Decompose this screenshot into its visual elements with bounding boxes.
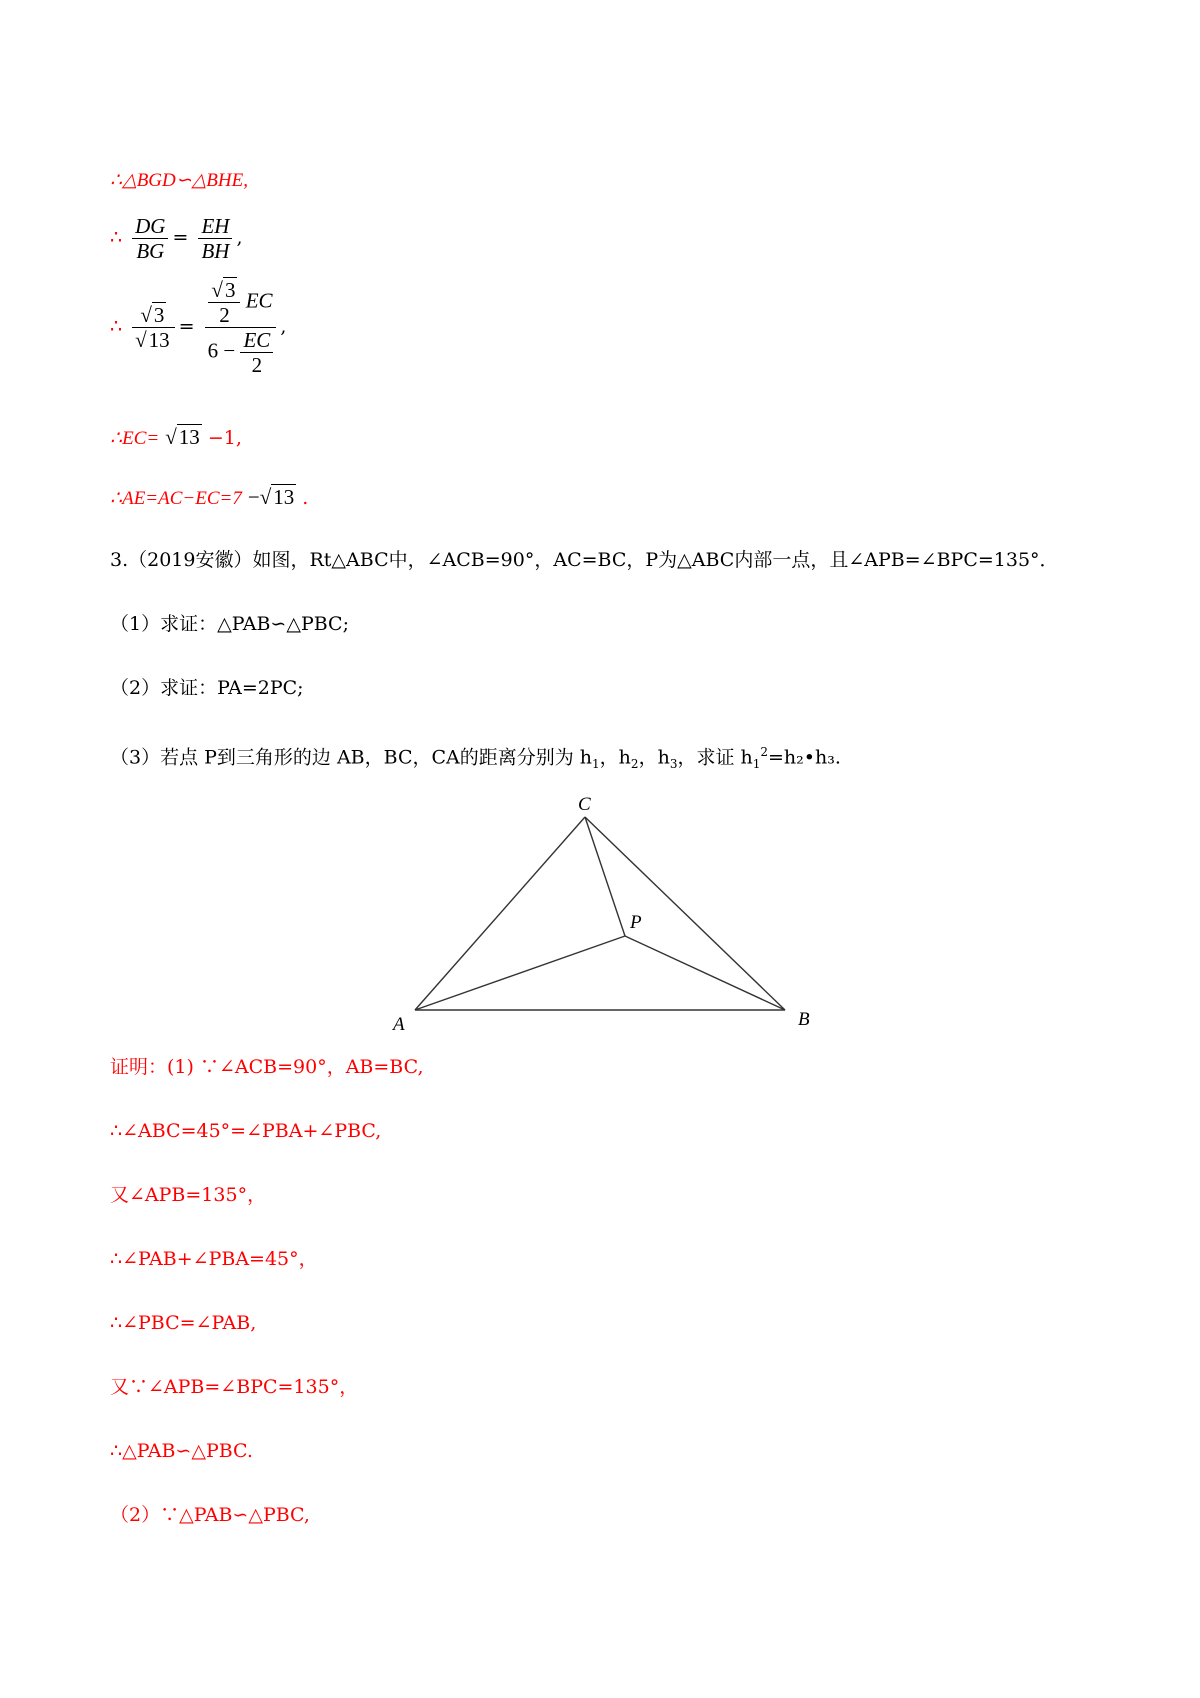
proof-line-1: 证明：(1) ∵∠ACB=90°，AB=BC, xyxy=(110,1056,424,1078)
problem-question-2: （2）求证：PA=2PC; xyxy=(110,677,304,699)
solution-line-ae-value: ∴AE=AC−EC=7 −√13 . xyxy=(110,485,309,509)
solution-line-substitution: ∴ $\frac{√3}{√13}$ = $\frac{√3}{2}$ EC 6 − $\frac{EC}{2}$ , xyxy=(110,278,287,377)
segment-ap xyxy=(415,936,625,1010)
fraction-complex: $\frac{√3}{2}$ EC 6 − $\frac{EC}{2}$ xyxy=(205,278,277,377)
fraction-sqrt3-sqrt13: $\frac{√3}{√13}$ xyxy=(132,303,175,352)
solution-line-ec-value: ∴EC= √13 −1, xyxy=(110,425,242,449)
proof-line-5: ∴∠PBC=∠PAB, xyxy=(110,1312,257,1334)
label-b: B xyxy=(798,1009,810,1030)
triangle-figure xyxy=(390,790,830,1040)
segment-cb xyxy=(585,817,785,1010)
segment-pb xyxy=(625,936,785,1010)
segment-cp xyxy=(585,817,625,936)
problem-title: 3.（2019安徽）如图，Rt△ABC中，∠ACB=90°，AC=BC，P为△ABC内部一点，且∠APB=∠BPC=135°． xyxy=(110,549,1059,571)
fraction-eh-bh: $\frac{EH}{BH}$ xyxy=(198,214,232,263)
problem-question-3: （3）若点 P到三角形的边 AB，BC，CA的距离分别为 $h_1$，$h_2$，$h_3$，求证 $h_1^2=h_2•h_3$. xyxy=(110,745,841,772)
fraction-dg-bg: $\frac{DG}{BG}$ xyxy=(132,214,168,263)
proof-line-8: （2）∵△PAB∽△PBC, xyxy=(110,1504,310,1526)
proof-line-7: ∴△PAB∽△PBC. xyxy=(110,1440,253,1462)
label-c: C xyxy=(578,794,591,815)
segment-ac xyxy=(415,817,585,1010)
solution-line-ratio: ∴ $\frac{DG}{BG}$ = $\frac{EH}{BH}$ , xyxy=(110,214,243,263)
label-p: P xyxy=(630,912,642,933)
proof-line-4: ∴∠PAB+∠PBA=45°， xyxy=(110,1248,318,1270)
proof-line-6: 又∵∠APB=∠BPC=135°， xyxy=(110,1376,359,1398)
proof-line-3: 又∠APB=135°， xyxy=(110,1184,267,1206)
label-a: A xyxy=(393,1014,405,1035)
proof-line-2: ∴∠ABC=45°=∠PBA+∠PBC, xyxy=(110,1120,382,1142)
problem-question-1: （1）求证：△PAB∽△PBC; xyxy=(110,613,349,635)
solution-line-similarity: ∴△BGD∽△BHE, xyxy=(110,170,248,191)
